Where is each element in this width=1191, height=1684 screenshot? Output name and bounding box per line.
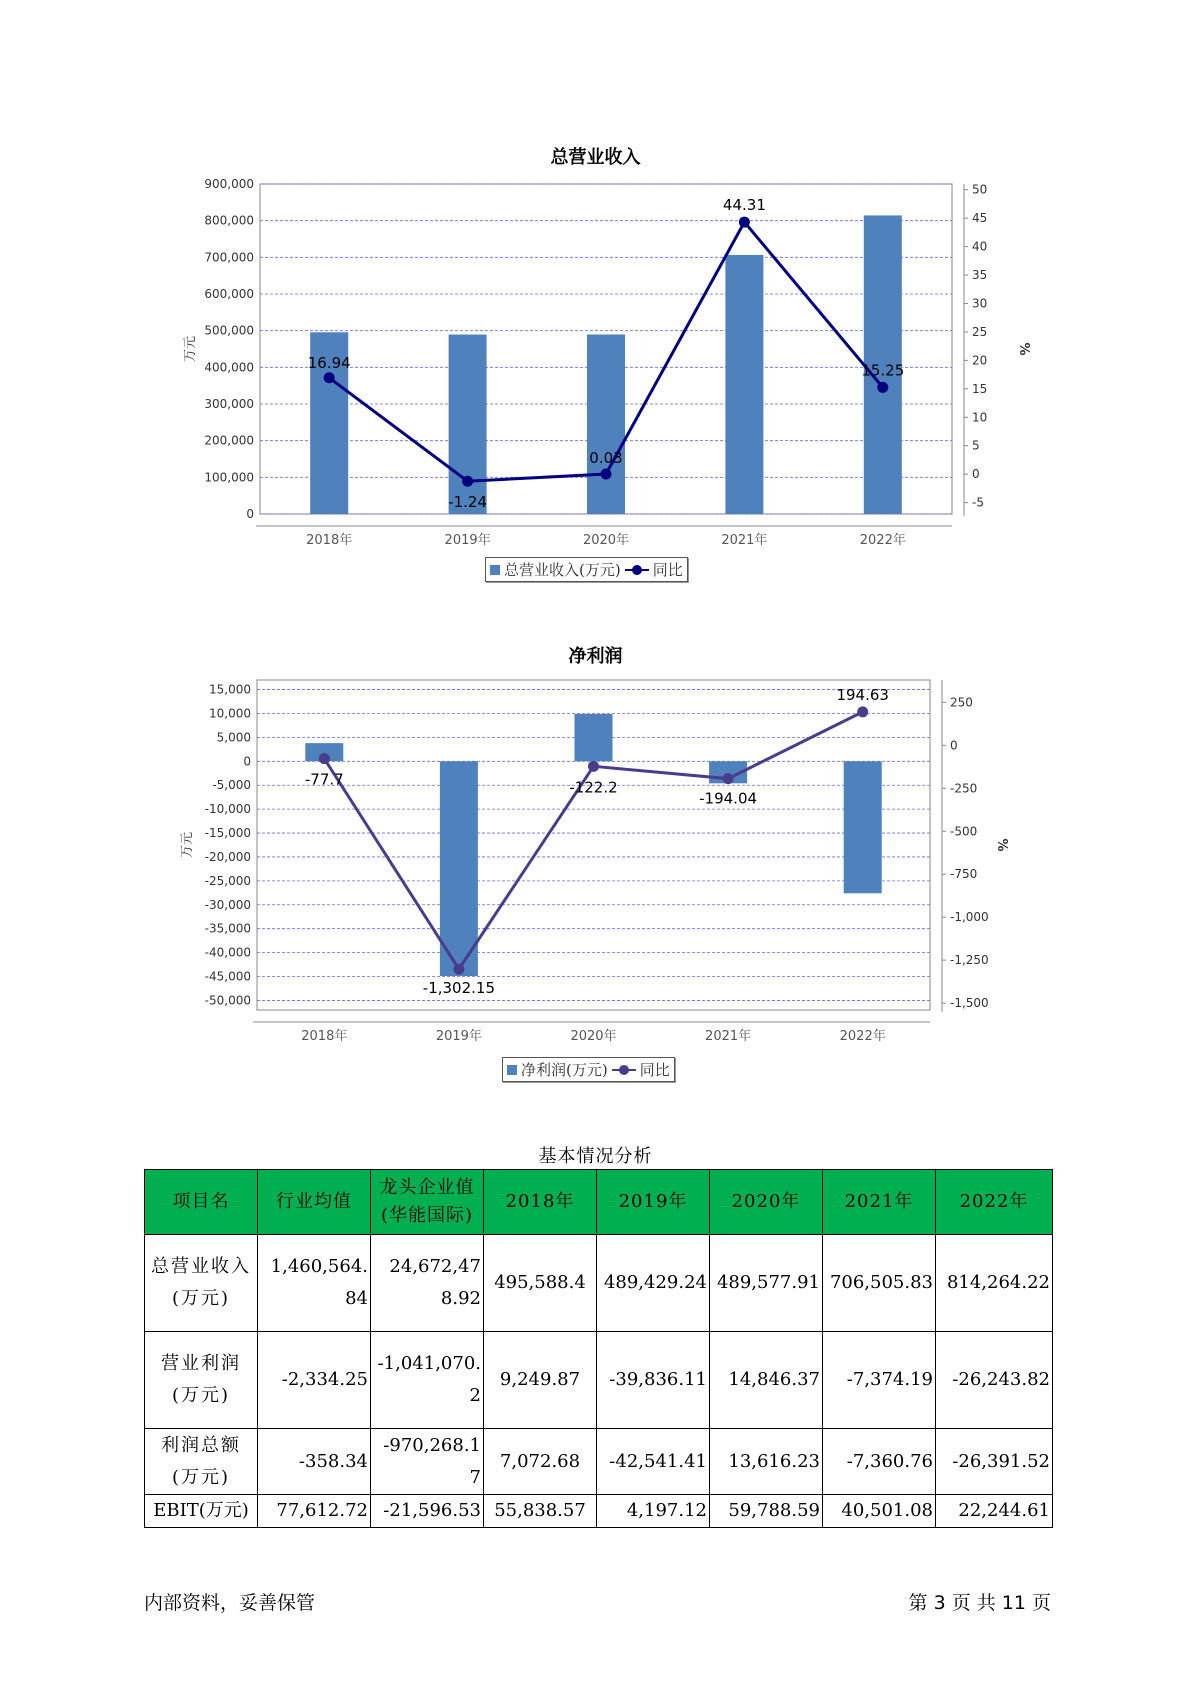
y2-tick-label: 20: [972, 353, 988, 368]
y2-tick-label: 5: [972, 438, 980, 453]
y-tick-label: -45,000: [204, 969, 251, 984]
table-row: [145, 1332, 1053, 1429]
table-cell: -7,360.76: [823, 1429, 936, 1495]
y-tick-label: 900,000: [204, 177, 254, 191]
table-cell: -7,374.19: [823, 1332, 936, 1429]
header-cell: 2018年: [484, 1170, 597, 1235]
y2-tick-label: 50: [972, 182, 988, 197]
table-row: [145, 1429, 1053, 1495]
y2-tick-label: 0: [950, 738, 958, 753]
table-cell: -358.34: [258, 1429, 371, 1495]
bar: [844, 761, 882, 893]
revenue-chart-title: 总营业收入: [550, 147, 641, 168]
x-tick-label: 2019年: [444, 533, 491, 548]
profit-chart-title: 净利润: [568, 646, 623, 667]
footer-page-number: 第 3 页 共 11 页: [908, 1592, 1051, 1614]
table-cell: 14,846.37: [710, 1332, 823, 1429]
x-tick-label: 2019年: [435, 1029, 482, 1044]
table-cell: 13,616.23: [710, 1429, 823, 1495]
yoy-data-label: 0.03: [589, 449, 623, 468]
basic-analysis-table: [144, 1169, 1053, 1528]
table-caption: 基本情况分析: [538, 1146, 653, 1167]
yoy-data-label: 44.31: [722, 196, 766, 215]
bar: [440, 761, 478, 976]
y2-tick-label: -5: [972, 495, 984, 510]
header-cell: 2020年: [710, 1170, 823, 1235]
x-tick-label: 2021年: [721, 533, 768, 548]
yoy-point: [588, 761, 599, 772]
y-tick-label: 400,000: [204, 360, 254, 375]
yoy-point: [857, 706, 868, 717]
y2-tick-label: 35: [972, 268, 988, 283]
y-tick-label: 500,000: [204, 323, 254, 338]
y-axis-label: 万元: [180, 831, 195, 859]
y2-tick-label: -1,500: [950, 996, 989, 1011]
x-tick-label: 2022年: [859, 533, 906, 548]
table-cell: 706,505.83: [823, 1235, 936, 1332]
table-cell: 40,501.08: [823, 1495, 936, 1528]
table-cell: 7,072.68: [484, 1429, 597, 1495]
legend-bar-label: 总营业收入(万元): [504, 561, 621, 579]
y2-tick-label: 25: [972, 324, 988, 339]
table-cell: -26,243.82: [936, 1332, 1053, 1429]
yoy-point: [453, 964, 464, 975]
yoy-data-label: 15.25: [861, 361, 905, 380]
yoy-point: [319, 753, 330, 764]
table-cell: 489,429.24: [597, 1235, 710, 1332]
y-tick-label: -20,000: [204, 849, 251, 864]
x-tick-label: 2021年: [705, 1029, 752, 1044]
table-cell: -42,541.41: [597, 1429, 710, 1495]
y-tick-label: -10,000: [204, 802, 251, 817]
row-label: EBIT(万元): [145, 1495, 258, 1528]
legend-line-swatch: [612, 1065, 636, 1075]
header-cell: 2019年: [597, 1170, 710, 1235]
table-cell: -2,334.25: [258, 1332, 371, 1429]
y-tick-label: 300,000: [204, 397, 254, 411]
y2-tick-label: 45: [972, 211, 988, 226]
y-tick-label: -50,000: [204, 993, 251, 1008]
y-tick-label: -25,000: [204, 873, 251, 888]
table-cell: 489,577.91: [710, 1235, 823, 1332]
y2-axis-label: %: [1016, 342, 1031, 356]
y-tick-label: -30,000: [204, 897, 251, 912]
y-tick-label: -5,000: [212, 778, 251, 793]
table-cell: -970,268.17: [371, 1429, 484, 1495]
yoy-data-label: -1,302.15: [422, 979, 496, 998]
table-cell: 59,788.59: [710, 1495, 823, 1528]
profit-legend: [502, 1057, 675, 1082]
y-tick-label: 800,000: [204, 213, 254, 228]
header-cell: 项目名: [145, 1170, 258, 1235]
y2-tick-label: -250: [950, 781, 978, 796]
table-cell: -21,596.53: [371, 1495, 484, 1528]
bar: [575, 714, 613, 761]
legend-bar-swatch: [507, 1065, 517, 1075]
y-tick-label: 10,000: [209, 706, 251, 721]
table-header-row: [145, 1170, 1053, 1235]
x-tick-label: 2022年: [839, 1029, 886, 1044]
table-row: [145, 1235, 1053, 1332]
row-label: 利润总额(万元): [145, 1429, 258, 1495]
y-tick-label: 100,000: [204, 470, 254, 485]
x-tick-label: 2018年: [301, 1029, 348, 1044]
y2-tick-label: 0: [972, 467, 980, 482]
y2-tick-label: -1,250: [950, 953, 989, 968]
y2-tick-label: 15: [972, 381, 988, 396]
table-cell: 22,244.61: [936, 1495, 1053, 1528]
row-label: 总营业收入(万元): [145, 1235, 258, 1332]
y2-axis-label: %: [994, 838, 1009, 852]
yoy-data-label: 16.94: [307, 353, 351, 372]
table-cell: 9,249.87: [484, 1332, 597, 1429]
table-row: [145, 1495, 1053, 1528]
legend-line-label: 同比: [639, 1061, 670, 1079]
table-cell: 814,264.22: [936, 1235, 1053, 1332]
y2-tick-label: -500: [950, 824, 978, 839]
header-cell: 2022年: [936, 1170, 1053, 1235]
y-tick-label: 15,000: [209, 682, 251, 697]
header-cell: 2021年: [823, 1170, 936, 1235]
footer-confidential: 内部资料，妥善保管: [144, 1592, 316, 1614]
table-cell: -26,391.52: [936, 1429, 1053, 1495]
y-tick-label: 600,000: [204, 287, 254, 301]
table-cell: 495,588.4: [484, 1235, 597, 1332]
y2-tick-label: 30: [972, 296, 988, 311]
table-cell: 1,460,564.84: [258, 1235, 371, 1332]
y-tick-label: 700,000: [204, 250, 254, 265]
x-tick-label: 2020年: [570, 1029, 617, 1044]
yoy-data-label: -194.04: [699, 789, 758, 808]
table-cell: -39,836.11: [597, 1332, 710, 1429]
y-tick-label: -15,000: [204, 826, 251, 841]
table-cell: 24,672,478.92: [371, 1235, 484, 1332]
y-tick-label: 0: [246, 507, 254, 521]
yoy-data-label: -122.2: [569, 778, 618, 797]
table-cell: 55,838.57: [484, 1495, 597, 1528]
y2-tick-label: 40: [972, 239, 988, 254]
header-cell: 行业均值: [258, 1170, 371, 1235]
y-tick-label: -35,000: [204, 921, 251, 936]
y-tick-label: 5,000: [216, 730, 251, 745]
y2-tick-label: -750: [950, 867, 978, 882]
y-tick-label: 200,000: [204, 433, 254, 448]
x-tick-label: 2020年: [582, 533, 630, 548]
y-tick-label: -40,000: [204, 945, 251, 960]
x-tick-label: 2018年: [306, 533, 353, 548]
y-axis-label: 万元: [183, 335, 198, 363]
yoy-data-label: -77.7: [304, 770, 344, 789]
y-tick-label: 0: [243, 754, 251, 769]
yoy-data-label: 194.63: [836, 685, 889, 704]
table-cell: 4,197.12: [597, 1495, 710, 1528]
row-label: 营业利润(万元): [145, 1332, 258, 1429]
yoy-point: [723, 773, 734, 784]
yoy-data-label: -1.24: [448, 493, 488, 512]
header-cell: 龙头企业值(华能国际): [371, 1170, 484, 1235]
y2-tick-label: -1,000: [950, 910, 989, 925]
table-cell: 77,612.72: [258, 1495, 371, 1528]
y2-tick-label: 250: [950, 695, 973, 710]
legend-bar-label: 净利润(万元): [521, 1061, 608, 1079]
legend-line-label: 同比: [652, 561, 683, 579]
table-cell: -1,041,070.2: [371, 1332, 484, 1429]
y2-tick-label: 10: [972, 410, 988, 425]
